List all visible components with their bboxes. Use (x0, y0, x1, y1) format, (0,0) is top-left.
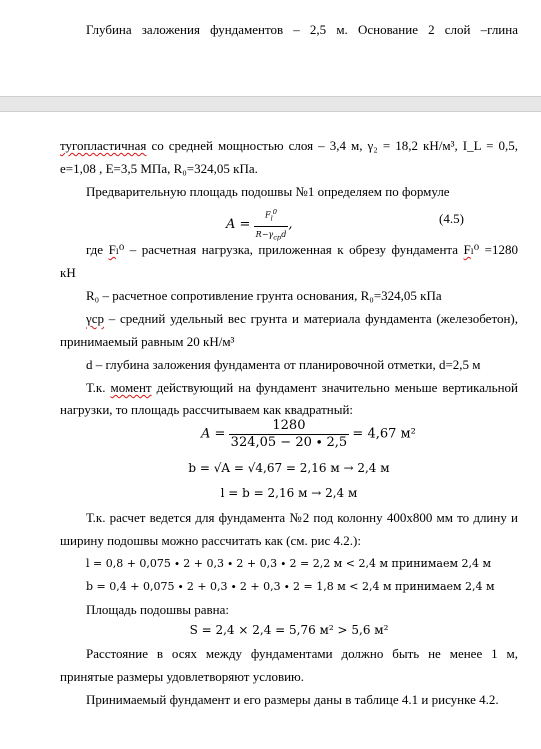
formula-4-5: A = $\frac{F_l^0}{R-\gamma_{cp}d}$ , (226, 204, 376, 246)
paragraph-moment-line1: Т.к. момент действующий на фундамент значительно меньше вертикальной (86, 380, 518, 395)
equation-l: l = b = 2,16 м → 2,4 м (220, 486, 358, 500)
paragraph-foundation2-line2: ширину подошвы можно рассчитать как (см. рис 4.2.): (60, 533, 361, 548)
page-top (0, 0, 541, 96)
equation-b: b = √A = √4,67 = 2,16 м → 2,4 м (188, 461, 390, 475)
equation-area-fraction: $\frac{1280}{324,05 - 20 \cdot 2,5}$ (230, 418, 348, 450)
page-break (0, 96, 541, 112)
paragraph-moment-line2: нагрузки, то площадь рассчитываем как квадратный: (60, 402, 354, 417)
paragraph-gamma-line1: γср – средний удельный вес грунта и материала фундамента (железобетон), (86, 311, 518, 326)
spell-error-word: тугопластичная (60, 138, 147, 153)
equation-s: S = 2,4 × 2,4 = 5,76 м² > 5,6 м² (189, 623, 389, 637)
paragraph-intro-formula: Предварительную площадь подошвы №1 определяем по формуле (86, 184, 450, 199)
paragraph-soil-line1: тугопластичная со средней мощностью слоя – 3,4 м, γ₂ = 18,2 кН/м³, I_L = 0,5, (60, 138, 519, 153)
equation-number: (4.5) (439, 211, 464, 226)
paragraph-r0: R₀ – расчетное сопротивление грунта основания, R₀=324,05 кПа (86, 288, 442, 303)
paragraph-gamma-line2: принимаемый равным 20 кН/м³ (60, 334, 235, 349)
formula-fraction: $\frac{F_l^0}{R-\gamma_{cp}d}$ (254, 204, 289, 246)
paragraph-table-ref: Принимаемый фундамент и его размеры даны в таблице 4.1 и рисунке 4.2. (86, 692, 499, 707)
paragraph-distance-line1: Расстояние в осях между фундаментами должно быть не менее 1 м, (86, 646, 518, 661)
paragraph-distance-line2: принятые размеры удовлетворяют условию. (60, 669, 305, 684)
paragraph-area-label: Площадь подошвы равна: (86, 602, 230, 617)
paragraph-where-line2: кН (60, 265, 76, 280)
equation-l-sum: l = 0,8 + 0,075 ∙ 2 + 0,3 ∙ 2 + 0,3 ∙ 2 = 2,2 м < 2,4 м принимаем 2,4 м (86, 557, 492, 570)
equation-b-sum: b = 0,4 + 0,075 ∙ 2 + 0,3 ∙ 2 + 0,3 ∙ 2 = 1,8 м < 2,4 м принимаем 2,4 м (86, 580, 495, 593)
paragraph-depth: d – глубина заложения фундамента от планировочной отметки, d=2,5 м (86, 357, 481, 372)
equation-area: A = $\frac{1280}{324,05 - 20 \cdot 2,5}$ = 4,67 м² (201, 418, 416, 450)
paragraph-foundation2-line1: Т.к. расчет ведется для фундамента №2 под колонну 400х800 мм то длину и (86, 510, 518, 525)
page1-text: Глубина заложения фундаментов – 2,5 м. Основание 2 слой –глина (86, 22, 518, 37)
paragraph-where-line1: где Fₗ⁰ – расчетная нагрузка, приложенная к обрезу фундамента Fₗ⁰ =1280 (86, 242, 518, 257)
paragraph-soil-line2: e=1,08 , E=3,5 МПа, R₀=324,05 кПа. (60, 161, 258, 176)
